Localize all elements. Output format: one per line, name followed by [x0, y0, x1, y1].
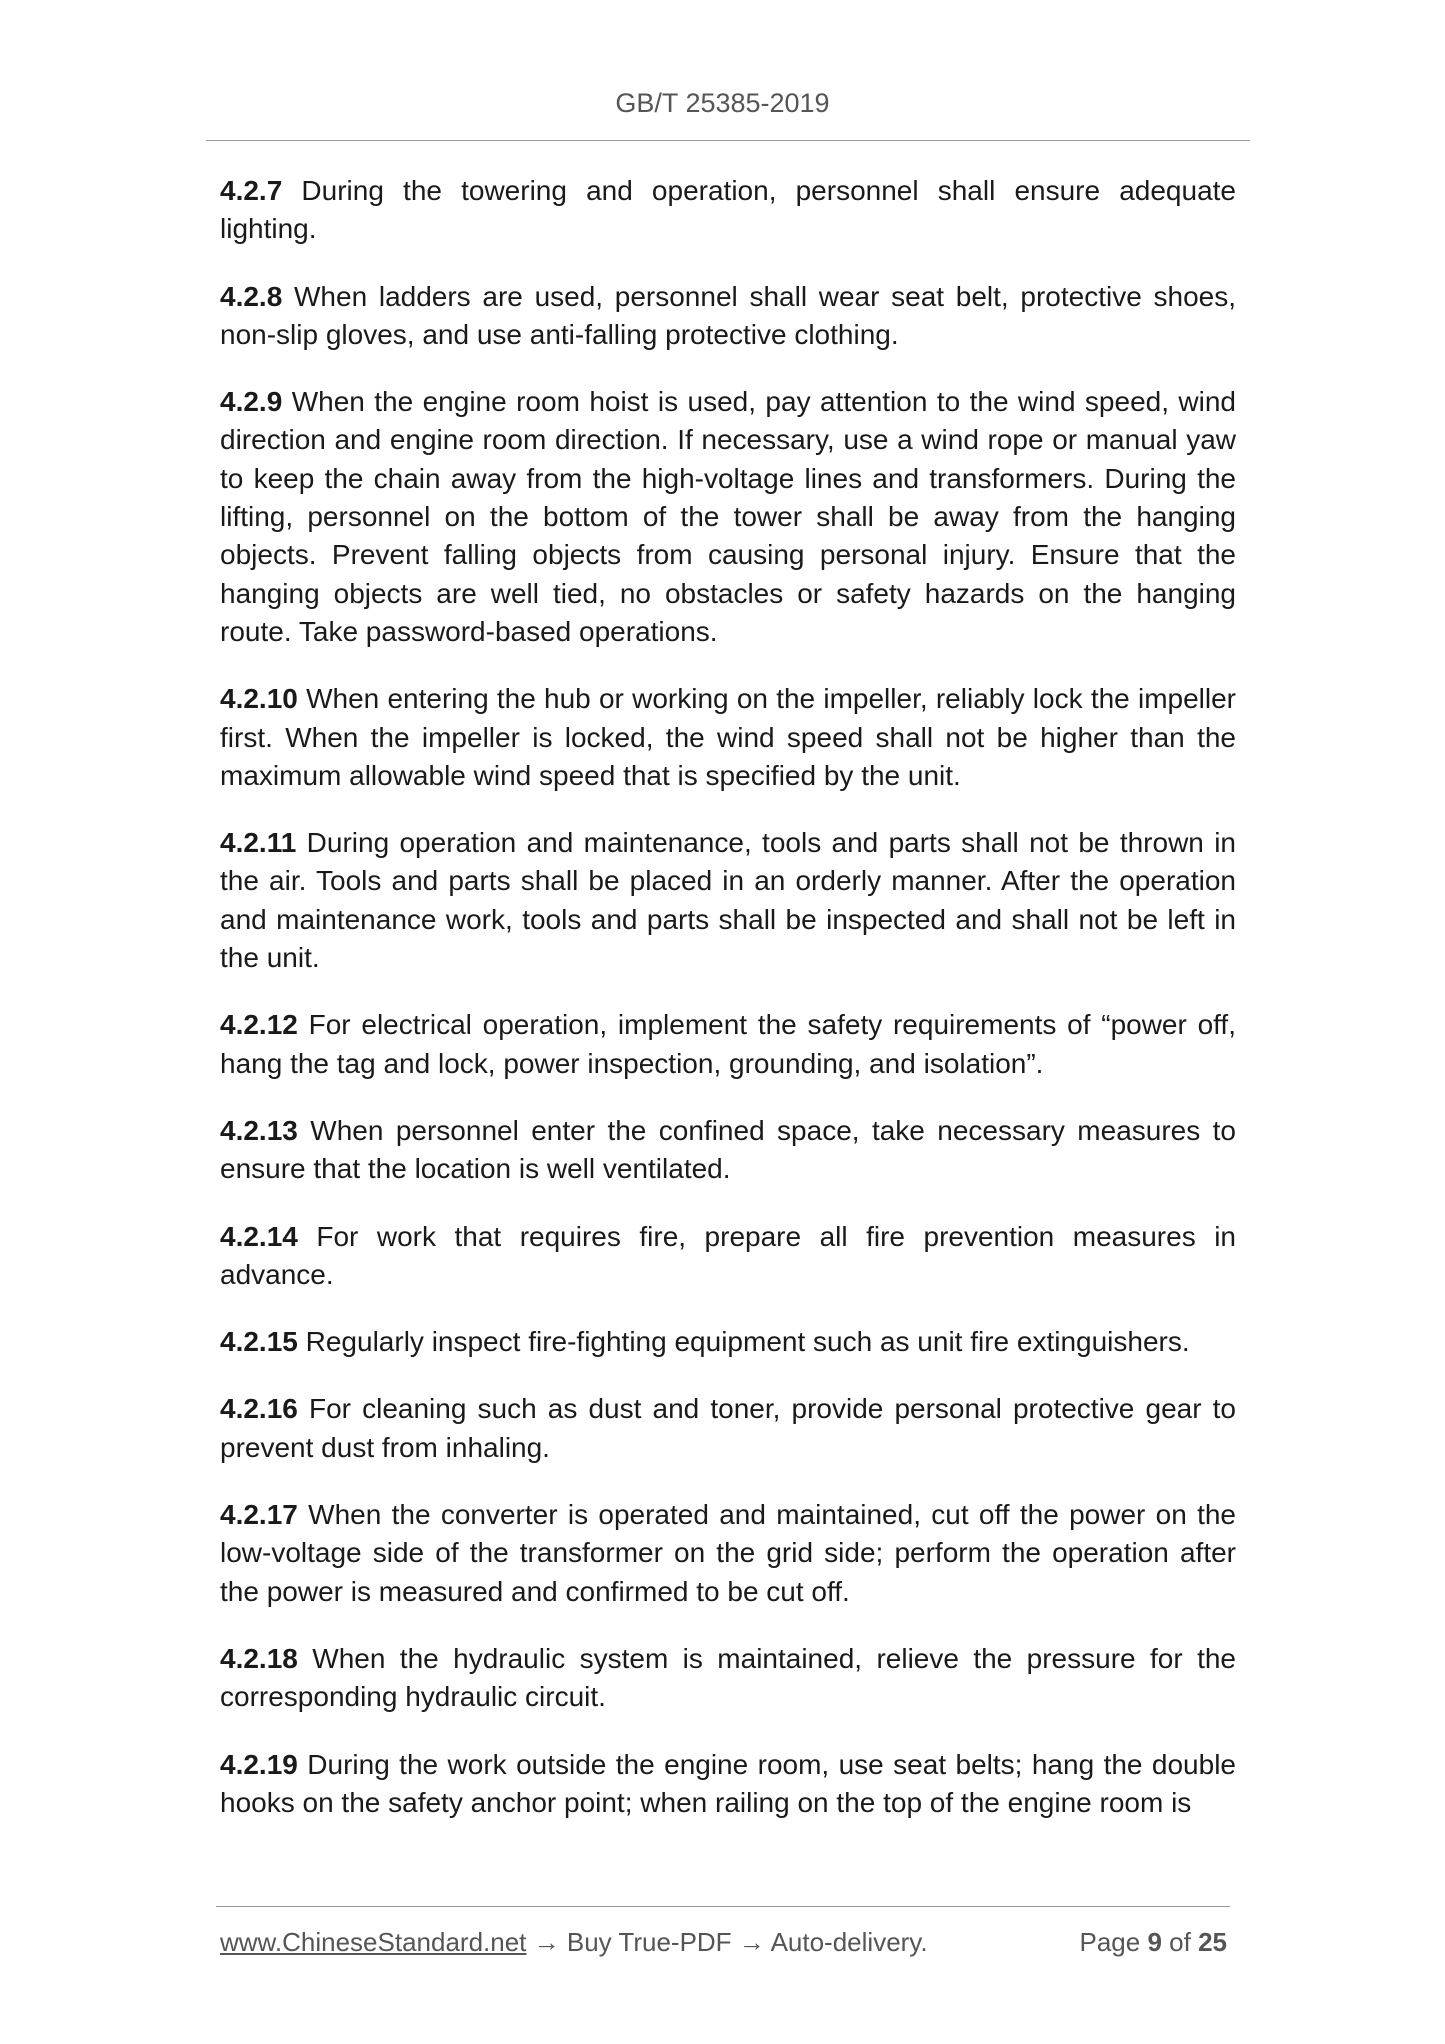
clause-number: 4.2.16: [220, 1393, 298, 1425]
total-pages-number: 25: [1198, 1927, 1227, 1957]
clause-text: During operation and maintenance, tools and parts shall not be thrown in the air. Tools and parts shall be placed in an orderly manner. After the operation and maintenance work, tools and parts shall be inspected and shall not be left in the unit.: [220, 827, 1236, 974]
clause-number: 4.2.11: [220, 827, 297, 859]
clause-number: 4.2.17: [220, 1499, 298, 1531]
clause-text: During the towering and operation, personnel shall ensure adequate lighting.: [220, 175, 1236, 245]
of-label: of: [1169, 1927, 1191, 1957]
footer-divider: [216, 1906, 1230, 1907]
page-footer: [220, 1927, 1230, 1958]
clause-text: When the converter is operated and maintained, cut off the power on the low-voltage side of the transformer on the grid side; perform the operation after the power is measured and confirmed to be cut off.: [220, 1499, 1237, 1607]
clause-number: 4.2.14: [220, 1220, 298, 1252]
clause-text: For work that requires fire, prepare all fire prevention measures in advance.: [220, 1220, 1237, 1290]
clause-number: 4.2.18: [220, 1642, 298, 1674]
clause-4-2-18: [220, 1640, 1236, 1717]
clause-4-2-11: [220, 824, 1236, 977]
clause-4-2-12: [220, 1006, 1236, 1083]
clause-text: Regularly inspect fire-fighting equipment such as unit fire extinguishers.: [305, 1326, 1190, 1358]
current-page-number: 9: [1147, 1927, 1162, 1957]
clause-number: 4.2.12: [220, 1009, 298, 1041]
clause-4-2-8: [220, 278, 1236, 355]
clause-4-2-17: [220, 1496, 1236, 1611]
clause-number: 4.2.19: [220, 1748, 298, 1780]
clause-text: When personnel enter the confined space, take necessary measures to ensure that the location is well ventilated.: [220, 1114, 1236, 1185]
clause-4-2-15: [220, 1323, 1236, 1361]
standard-number-header: GB/T 25385-2019: [615, 88, 830, 118]
clause-number: 4.2.10: [220, 683, 298, 715]
clause-number: 4.2.7: [220, 175, 283, 206]
clause-4-2-14: [220, 1218, 1236, 1295]
clause-text: When entering the hub or working on the impeller, reliably lock the impeller first. When the impeller is locked, the wind speed shall not be higher than the maximum allowable wind speed that is specified by the unit.: [220, 683, 1236, 791]
clause-4-2-19: [220, 1746, 1236, 1823]
clause-4-2-10: [220, 680, 1236, 795]
clause-4-2-7: [220, 172, 1236, 249]
document-body: [220, 172, 1236, 1851]
clause-text: For electrical operation, implement the safety requirements of “power off, hang the tag and lock, power inspection, grounding, and isolation”.: [220, 1009, 1236, 1079]
clause-text: When ladders are used, personnel shall wear seat belt, protective shoes, non-slip gloves, and use anti-falling protective clothing.: [220, 280, 1237, 350]
header-divider: [206, 140, 1250, 141]
clause-text: During the work outside the engine room, use seat belts; hang the double hooks on the safety anchor point; when railing on the top of the engine room is: [220, 1748, 1236, 1818]
clause-number: 4.2.13: [220, 1114, 298, 1146]
footer-tagline: → Buy True-PDF → Auto-delivery.: [526, 1927, 928, 1957]
clause-text: When the hydraulic system is maintained, relieve the pressure for the corresponding hydraulic circuit.: [220, 1642, 1237, 1713]
clause-number: 4.2.8: [220, 280, 283, 312]
page-indicator: [1079, 1927, 1227, 1958]
clause-4-2-16: [220, 1390, 1236, 1467]
clause-4-2-9: [220, 383, 1236, 651]
clause-number: 4.2.9: [220, 386, 283, 418]
website-link[interactable]: www.ChineseStandard.net: [220, 1927, 527, 1957]
clause-number: 4.2.15: [220, 1326, 298, 1358]
clause-4-2-13: [220, 1112, 1236, 1189]
clause-text: For cleaning such as dust and toner, provide personal protective gear to prevent dust from inhaling.: [220, 1393, 1237, 1463]
page-label: Page: [1079, 1927, 1141, 1957]
clause-text: When the engine room hoist is used, pay attention to the wind speed, wind direction and engine room direction. If necessary, use a wind rope or manual yaw to keep the chain away from the high-voltage lines and transformers. During the lifting, personnel on the bottom of the tower shall be away from the hanging objects. Prevent falling objects from causing personal injury. Ensure that the hanging objects are well tied, no obstacles or safety hazards on the hanging route. Take password-based operations.: [220, 386, 1237, 647]
